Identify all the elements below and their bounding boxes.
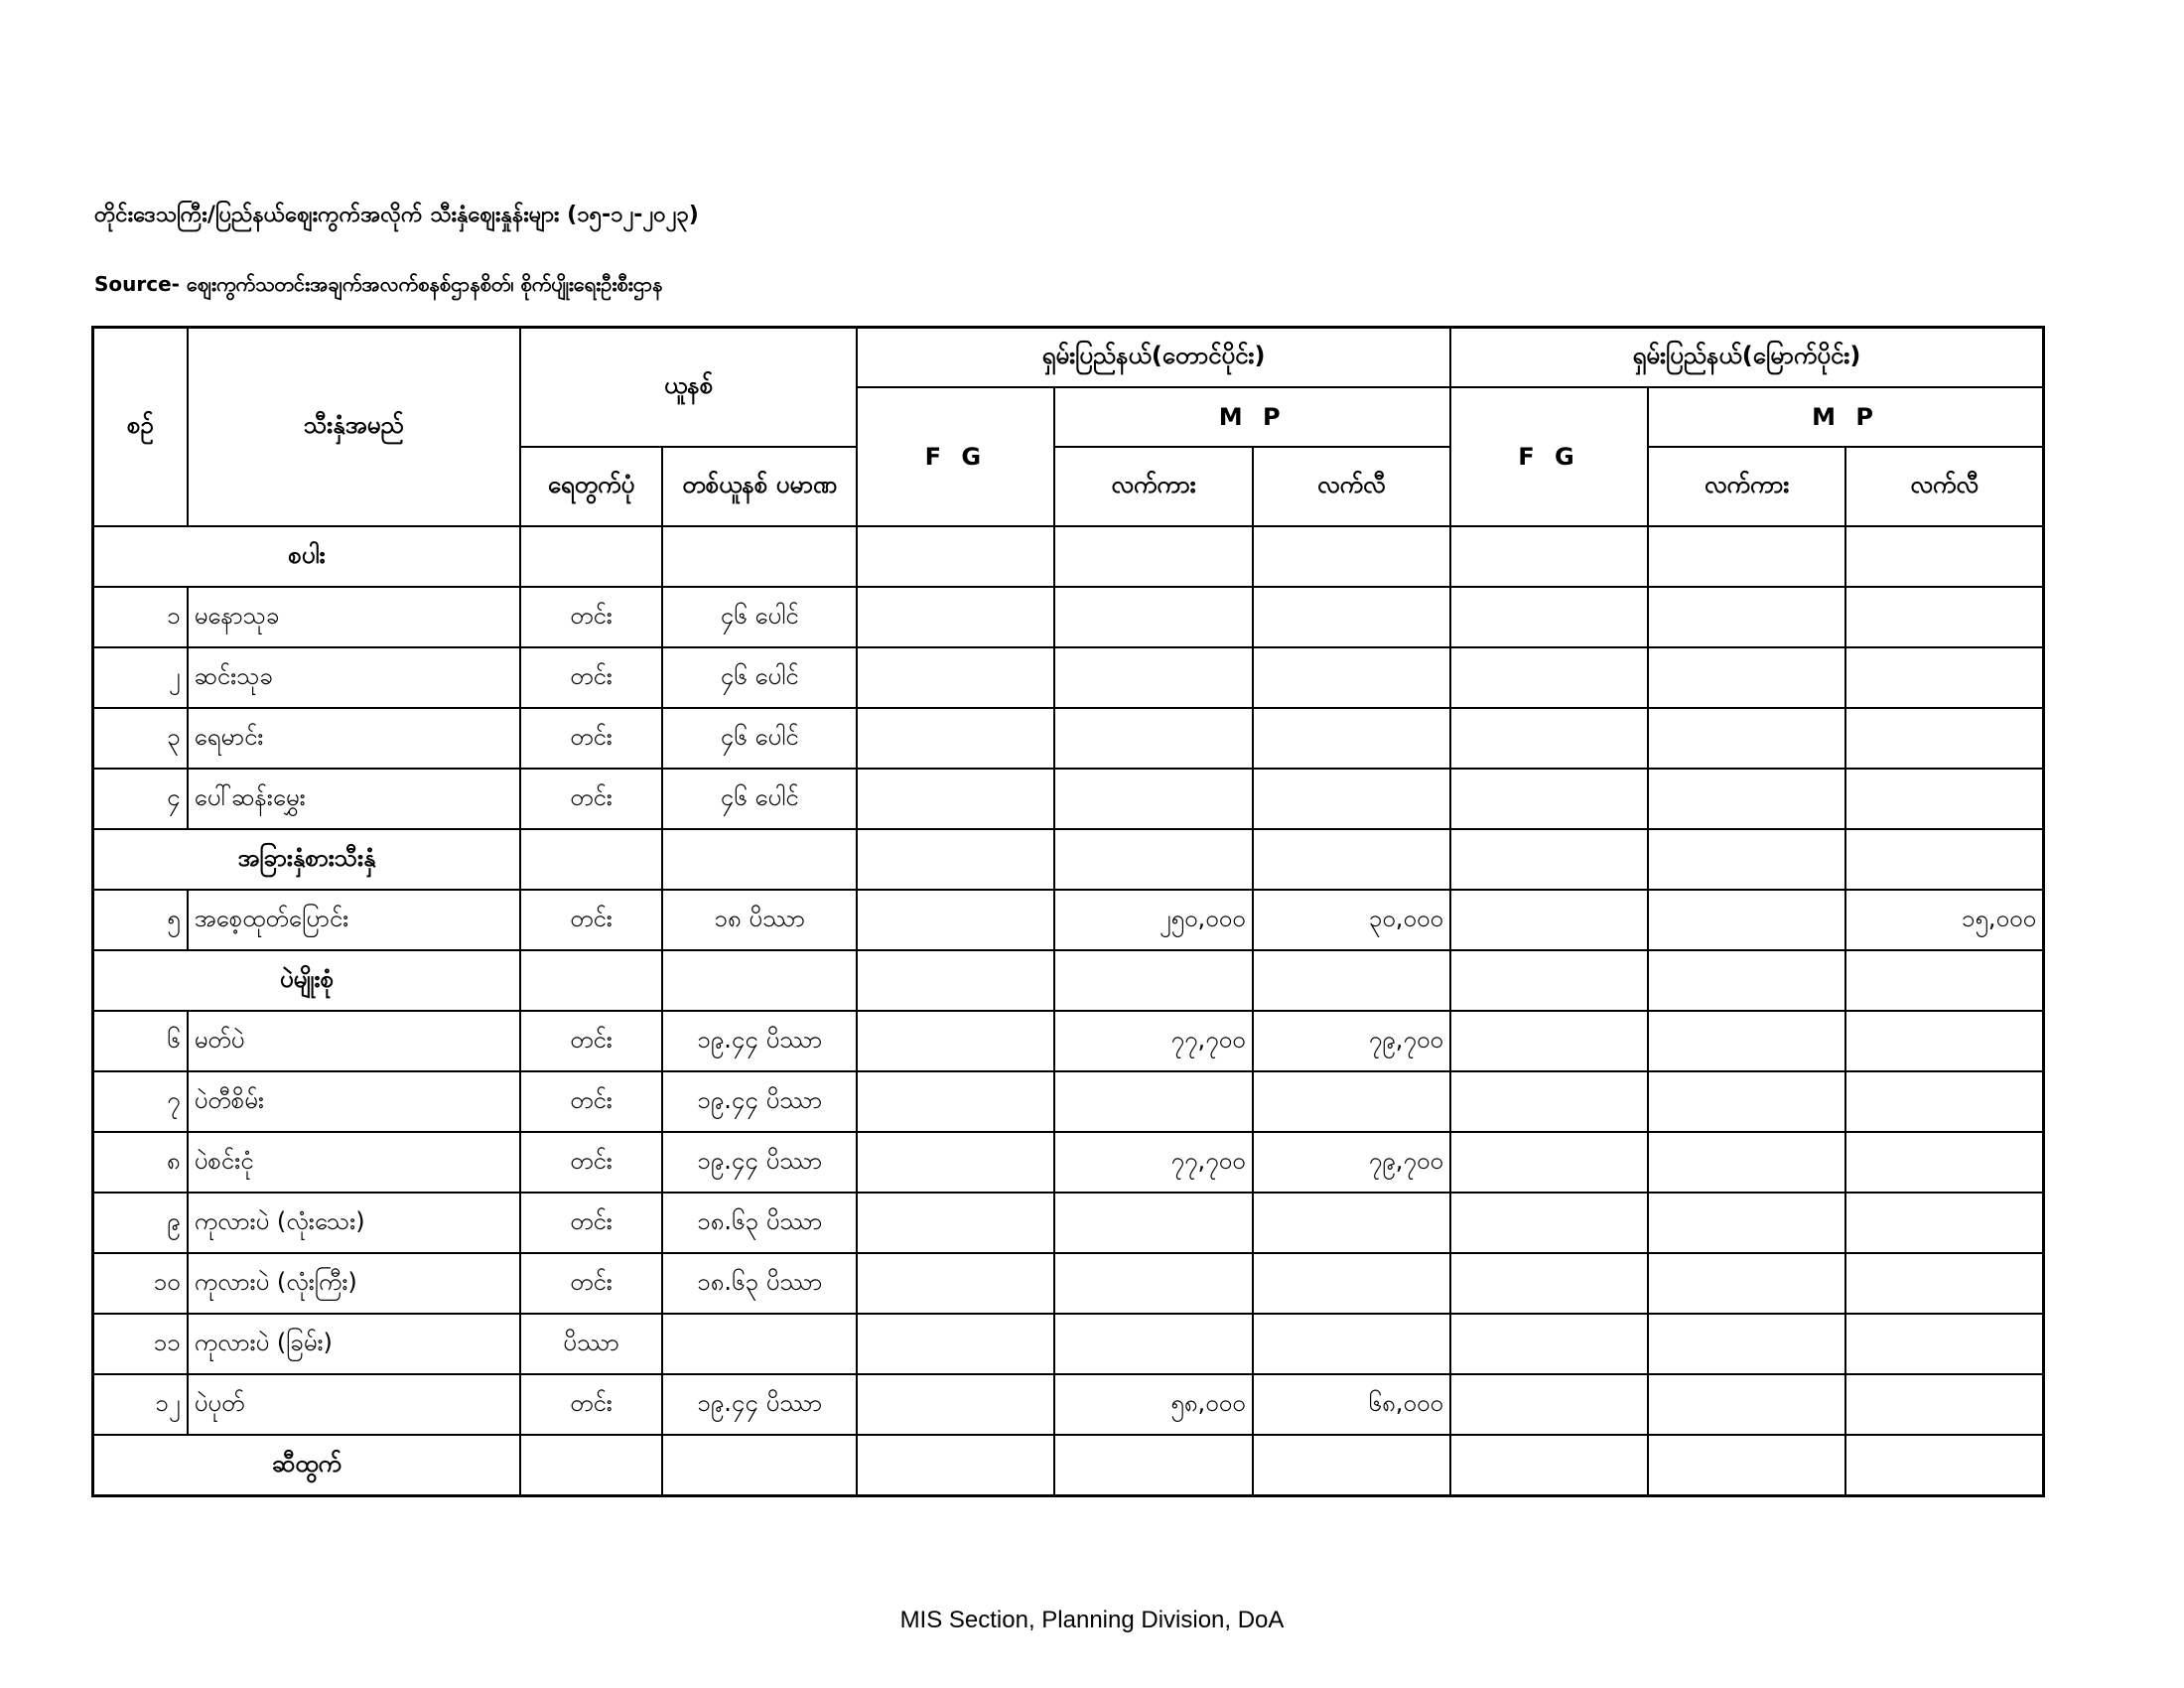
- header-south-fg: F G: [857, 387, 1054, 526]
- header-south-wholesale: လက်ကား: [1054, 447, 1252, 526]
- north-retail-price: [1845, 1071, 2043, 1132]
- empty-cell: [520, 526, 662, 587]
- south-fg-price: [857, 647, 1054, 708]
- unit-local: တင်း: [520, 647, 662, 708]
- north-retail-price: ၁၅,၀၀၀: [1845, 890, 2043, 950]
- crop-name: ပေါ်ဆန်းမွှေး: [188, 769, 520, 829]
- unit-quantity: ၄၆ ပေါင်: [662, 708, 857, 769]
- north-wholesale-price: [1648, 1314, 1845, 1374]
- north-wholesale-price: [1648, 890, 1845, 950]
- north-fg-price: [1450, 647, 1648, 708]
- empty-cell: [1450, 526, 1648, 587]
- north-fg-price: [1450, 587, 1648, 647]
- south-retail-price: ၃၀,၀၀၀: [1253, 890, 1450, 950]
- north-fg-price: [1450, 890, 1648, 950]
- empty-cell: [1845, 526, 2043, 587]
- south-fg-price: [857, 1314, 1054, 1374]
- empty-cell: [1845, 829, 2043, 890]
- north-retail-price: [1845, 587, 2043, 647]
- north-retail-price: [1845, 1253, 2043, 1314]
- empty-cell: [857, 1435, 1054, 1496]
- south-retail-price: [1253, 708, 1450, 769]
- unit-local: တင်း: [520, 587, 662, 647]
- unit-local: တင်း: [520, 708, 662, 769]
- footer-text: MIS Section, Planning Division, DoA: [899, 1607, 1285, 1633]
- south-fg-price: [857, 1193, 1054, 1253]
- table-row: [93, 769, 2044, 829]
- north-fg-price: [1450, 1314, 1648, 1374]
- empty-cell: [1648, 1435, 1845, 1496]
- south-fg-price: [857, 1374, 1054, 1435]
- south-retail-price: [1253, 647, 1450, 708]
- south-wholesale-price: [1054, 1253, 1252, 1314]
- header-sr: စဉ်: [93, 328, 188, 527]
- empty-cell: [1845, 1435, 2043, 1496]
- header-unit-local: ရေတွက်ပုံ: [520, 447, 662, 526]
- north-fg-price: [1450, 1253, 1648, 1314]
- empty-cell: [1648, 829, 1845, 890]
- header-south-mp: M P: [1054, 387, 1449, 447]
- empty-cell: [520, 1435, 662, 1496]
- empty-cell: [1648, 526, 1845, 587]
- north-wholesale-price: [1648, 1193, 1845, 1253]
- unit-local: တင်း: [520, 1071, 662, 1132]
- crop-name: ပဲပုတ်: [188, 1374, 520, 1435]
- table-row: [93, 1253, 2044, 1314]
- unit-local: တင်း: [520, 1193, 662, 1253]
- header-unit: ယူနစ်: [520, 328, 857, 448]
- north-wholesale-price: [1648, 587, 1845, 647]
- north-wholesale-price: [1648, 1132, 1845, 1193]
- row-number: ၄: [93, 769, 188, 829]
- empty-cell: [520, 829, 662, 890]
- south-retail-price: [1253, 1071, 1450, 1132]
- crop-name: ကုလားပဲ (လုံးသေး): [188, 1193, 520, 1253]
- empty-cell: [1253, 1435, 1450, 1496]
- empty-cell: [662, 829, 857, 890]
- unit-local: တင်း: [520, 890, 662, 950]
- table-row: [93, 1314, 2044, 1374]
- empty-cell: [662, 1435, 857, 1496]
- south-wholesale-price: [1054, 708, 1252, 769]
- south-wholesale-price: [1054, 647, 1252, 708]
- table-row: [93, 1132, 2044, 1193]
- unit-quantity: [662, 1314, 857, 1374]
- table-row: [93, 1193, 2044, 1253]
- header-crop-name: သီးနှံအမည်: [188, 328, 520, 527]
- unit-quantity: ၁၈.၆၃ ပိဿာ: [662, 1253, 857, 1314]
- south-wholesale-price: [1054, 1071, 1252, 1132]
- header-south-retail: လက်လီ: [1253, 447, 1450, 526]
- header-north-wholesale: လက်ကား: [1648, 447, 1845, 526]
- north-wholesale-price: [1648, 647, 1845, 708]
- crop-name: မတ်ပဲ: [188, 1011, 520, 1071]
- south-wholesale-price: ၇၇,၇၀၀: [1054, 1011, 1252, 1071]
- empty-cell: [1648, 950, 1845, 1011]
- north-fg-price: [1450, 1071, 1648, 1132]
- empty-cell: [520, 950, 662, 1011]
- category-row: [93, 526, 2044, 587]
- header-north-mp: M P: [1648, 387, 2043, 447]
- north-wholesale-price: [1648, 1011, 1845, 1071]
- crop-name: မနောသုခ: [188, 587, 520, 647]
- crop-name: ပဲစင်းငုံ: [188, 1132, 520, 1193]
- category-row: [93, 950, 2044, 1011]
- north-fg-price: [1450, 1193, 1648, 1253]
- table-row: [93, 1011, 2044, 1071]
- north-retail-price: [1845, 1193, 2043, 1253]
- row-number: ၃: [93, 708, 188, 769]
- empty-cell: [1450, 950, 1648, 1011]
- category-label: စပါး: [93, 526, 520, 587]
- north-wholesale-price: [1648, 708, 1845, 769]
- south-fg-price: [857, 890, 1054, 950]
- north-wholesale-price: [1648, 1374, 1845, 1435]
- unit-local: တင်း: [520, 769, 662, 829]
- unit-quantity: ၁၉.၄၄ ပိဿာ: [662, 1011, 857, 1071]
- south-wholesale-price: [1054, 587, 1252, 647]
- south-fg-price: [857, 587, 1054, 647]
- crop-name: ပဲတီစိမ်း: [188, 1071, 520, 1132]
- row-number: ၂: [93, 647, 188, 708]
- north-wholesale-price: [1648, 769, 1845, 829]
- empty-cell: [857, 526, 1054, 587]
- north-retail-price: [1845, 1314, 2043, 1374]
- empty-cell: [1253, 950, 1450, 1011]
- unit-quantity: ၁၉.၄၄ ပိဿာ: [662, 1132, 857, 1193]
- empty-cell: [857, 950, 1054, 1011]
- north-fg-price: [1450, 1374, 1648, 1435]
- header-north-fg: F G: [1450, 387, 1648, 526]
- unit-local: ပိဿာ: [520, 1314, 662, 1374]
- north-retail-price: [1845, 769, 2043, 829]
- row-number: ၇: [93, 1071, 188, 1132]
- category-label: ပဲမျိုးစုံ: [93, 950, 520, 1011]
- north-wholesale-price: [1648, 1071, 1845, 1132]
- crop-name: ဆင်းသုခ: [188, 647, 520, 708]
- row-number: ၈: [93, 1132, 188, 1193]
- north-wholesale-price: [1648, 1253, 1845, 1314]
- table-row: [93, 1374, 2044, 1435]
- south-retail-price: [1253, 1193, 1450, 1253]
- category-label: ဆီထွက်: [93, 1435, 520, 1496]
- unit-quantity: ၄၆ ပေါင်: [662, 769, 857, 829]
- row-number: ၆: [93, 1011, 188, 1071]
- unit-quantity: ၁၉.၄၄ ပိဿာ: [662, 1071, 857, 1132]
- north-fg-price: [1450, 1011, 1648, 1071]
- unit-quantity: ၄၆ ပေါင်: [662, 587, 857, 647]
- row-number: ၅: [93, 890, 188, 950]
- empty-cell: [1253, 829, 1450, 890]
- empty-cell: [1054, 950, 1252, 1011]
- south-retail-price: [1253, 587, 1450, 647]
- south-wholesale-price: [1054, 1314, 1252, 1374]
- south-retail-price: ၆၈,၀၀၀: [1253, 1374, 1450, 1435]
- empty-cell: [1054, 1435, 1252, 1496]
- row-number: ၉: [93, 1193, 188, 1253]
- unit-local: တင်း: [520, 1374, 662, 1435]
- source-line: Source- ဈေးကွက်သတင်းအချက်အလက်စနစ်ဌာနစိတ်၊ စိုက်ပျိုးရေးဦးစီးဌာန: [94, 272, 663, 296]
- category-row: [93, 829, 2044, 890]
- category-row: [93, 1435, 2044, 1496]
- crop-name: ကုလားပဲ (ခြမ်း): [188, 1314, 520, 1374]
- empty-cell: [1845, 950, 2043, 1011]
- unit-local: တင်း: [520, 1253, 662, 1314]
- empty-cell: [857, 829, 1054, 890]
- unit-quantity: ၁၈.၆၃ ပိဿာ: [662, 1193, 857, 1253]
- unit-quantity: ၁၈ ပိဿာ: [662, 890, 857, 950]
- table-row: [93, 647, 2044, 708]
- table-row: [93, 890, 2044, 950]
- empty-cell: [1054, 526, 1252, 587]
- south-retail-price: ၇၉,၇၀၀: [1253, 1011, 1450, 1071]
- north-retail-price: [1845, 647, 2043, 708]
- south-fg-price: [857, 1071, 1054, 1132]
- empty-cell: [1054, 829, 1252, 890]
- north-fg-price: [1450, 708, 1648, 769]
- header-north-retail: လက်လီ: [1845, 447, 2043, 526]
- row-number: ၁၁: [93, 1314, 188, 1374]
- unit-quantity: ၁၉.၄၄ ပိဿာ: [662, 1374, 857, 1435]
- empty-cell: [1450, 829, 1648, 890]
- north-retail-price: [1845, 1374, 2043, 1435]
- unit-local: တင်း: [520, 1011, 662, 1071]
- empty-cell: [662, 950, 857, 1011]
- south-fg-price: [857, 708, 1054, 769]
- south-wholesale-price: ၂၅၀,၀၀၀: [1054, 890, 1252, 950]
- south-retail-price: [1253, 1314, 1450, 1374]
- south-retail-price: [1253, 1253, 1450, 1314]
- header-region-south: ရှမ်းပြည်နယ်(တောင်ပိုင်း): [857, 328, 1450, 388]
- crop-name: အစေ့ထုတ်ပြောင်း: [188, 890, 520, 950]
- south-fg-price: [857, 769, 1054, 829]
- table-row: [93, 708, 2044, 769]
- south-fg-price: [857, 1132, 1054, 1193]
- unit-local: တင်း: [520, 1132, 662, 1193]
- unit-quantity: ၄၆ ပေါင်: [662, 647, 857, 708]
- north-fg-price: [1450, 769, 1648, 829]
- price-table: [91, 326, 2045, 1497]
- header-region-north: ရှမ်းပြည်နယ်(မြောက်ပိုင်း): [1450, 328, 2044, 388]
- empty-cell: [1253, 526, 1450, 587]
- north-retail-price: [1845, 1132, 2043, 1193]
- north-retail-price: [1845, 708, 2043, 769]
- crop-name: ရေမာင်း: [188, 708, 520, 769]
- north-fg-price: [1450, 1132, 1648, 1193]
- south-retail-price: ၇၉,၇၀၀: [1253, 1132, 1450, 1193]
- empty-cell: [1450, 1435, 1648, 1496]
- south-wholesale-price: [1054, 769, 1252, 829]
- south-fg-price: [857, 1253, 1054, 1314]
- table-row: [93, 587, 2044, 647]
- south-retail-price: [1253, 769, 1450, 829]
- row-number: ၁၂: [93, 1374, 188, 1435]
- table-row: [93, 1071, 2044, 1132]
- crop-name: ကုလားပဲ (လုံးကြီး): [188, 1253, 520, 1314]
- south-wholesale-price: [1054, 1193, 1252, 1253]
- header-unit-per: တစ်ယူနစ် ပမာဏ: [662, 447, 857, 526]
- row-number: ၁: [93, 587, 188, 647]
- table-body: [93, 526, 2044, 1496]
- category-label: အခြားနှံစားသီးနှံ: [93, 829, 520, 890]
- south-wholesale-price: ၇၇,၇၀၀: [1054, 1132, 1252, 1193]
- page-title: တိုင်းဒေသကြီး/ပြည်နယ်ဈေးကွက်အလိုက် သီးနှံဈေးနှုန်းများ (၁၅-၁၂-၂၀၂၃): [94, 203, 699, 227]
- south-fg-price: [857, 1011, 1054, 1071]
- empty-cell: [662, 526, 857, 587]
- south-wholesale-price: ၅၈,၀၀၀: [1054, 1374, 1252, 1435]
- row-number: ၁၀: [93, 1253, 188, 1314]
- north-retail-price: [1845, 1011, 2043, 1071]
